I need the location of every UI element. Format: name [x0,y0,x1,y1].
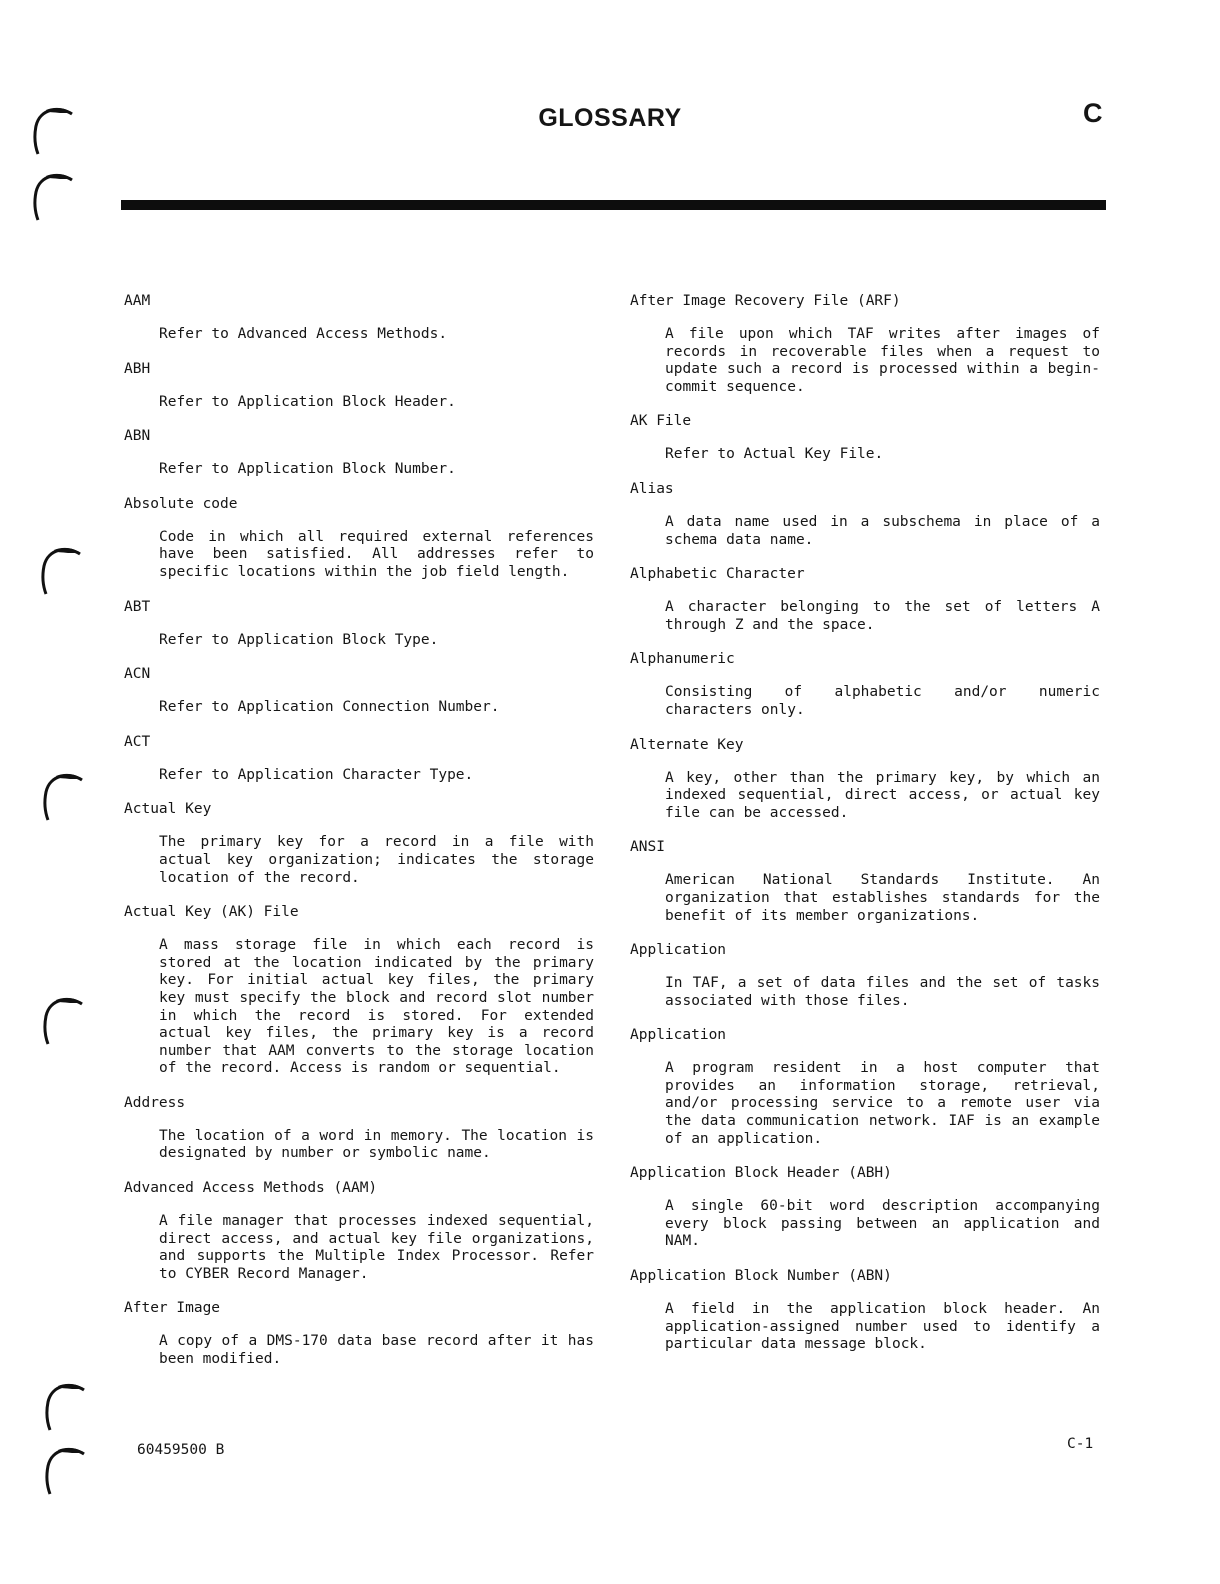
glossary-term: ACN [124,666,151,683]
glossary-entry [630,1164,1100,1251]
glossary-definition: The primary key for a record in a file with actual key organization; indicates the storage location of the record. [159,834,594,886]
glossary-term: Alternate Key [630,736,744,753]
glossary-definition: In TAF, a set of data files and the set of tasks associated with those files. [665,975,1100,1009]
glossary-term: Absolute code [124,495,238,512]
glossary-definition: A field in the application block header. An application-assigned number used to identify a particular data message block. [665,1301,1100,1353]
glossary-definition: Consisting of alphabetic and/or numeric characters only. [665,684,1100,718]
glossary-entry [630,736,1100,823]
glossary-term: Application Block Number (ABN) [630,1268,892,1285]
glossary-term: After Image Recovery File (ARF) [630,293,901,309]
punch-hole-mark [42,1380,86,1432]
glossary-definition: Refer to Actual Key File. [665,446,884,463]
glossary-entry [124,1299,594,1368]
glossary-term: Advanced Access Methods (AAM) [124,1180,378,1197]
glossary-term: ACT [124,733,151,750]
glossary-definition: A character belonging to the set of letters A through Z and the space. [665,599,1100,633]
glossary-term: Alphanumeric [630,651,735,668]
glossary-definition: Refer to Application Block Number. [159,461,456,478]
glossary-entry [124,665,594,717]
glossary-entry [630,412,1100,464]
glossary-entry [630,941,1100,1010]
glossary-definition: A file manager that processes indexed sequential, direct access, and actual key file organizations, and supports the Multiple Index Processor. Refer to CYBER Record Manager. [159,1213,594,1282]
glossary-entry [630,565,1100,634]
punch-hole-mark [30,170,74,222]
glossary-entry [630,1026,1100,1148]
glossary-definition: A program resident in a host computer that provides an information storage, retrieval, and/or processing service to a remote user via the data communication network. IAF is an example of an application. [665,1060,1100,1147]
glossary-entry [124,800,594,887]
glossary-definition: A file upon which TAF writes after images of records in recoverable files when a request to update such a record is processed within a begin-commit sequence. [665,326,1100,395]
glossary-entry [124,360,594,412]
glossary-entry [124,495,594,582]
glossary-definition: Refer to Application Connection Number. [159,699,500,716]
glossary-entry [630,480,1100,549]
glossary-entry [630,292,1100,396]
glossary-entry [630,1267,1100,1354]
glossary-entry [124,733,594,785]
glossary-entry [124,292,594,344]
glossary-entry [124,1179,594,1283]
glossary-definition: Refer to Application Character Type. [159,766,474,783]
glossary-entry [630,650,1100,719]
glossary-entry [124,1094,594,1163]
glossary-definition: American National Standards Institute. An organization that establishes standards for the benefit of its member organizations. [665,872,1100,924]
glossary-definition: Refer to Advanced Access Methods. [159,326,448,342]
glossary-term: Alias [630,480,674,497]
glossary-term: After Image [124,1300,221,1317]
glossary-definition: Refer to Application Block Header. [159,393,456,410]
glossary-definition: A single 60-bit word description accompanying every block passing between an application and NAM. [665,1198,1100,1250]
appendix-letter: C [1083,98,1103,128]
glossary-term: ABT [124,598,151,615]
document-number: 60459500 B [137,1442,225,1458]
glossary-term: Application [630,942,727,959]
punch-hole-mark [38,544,82,596]
punch-hole-mark [40,994,84,1046]
glossary-definition: A copy of a DMS-170 data base record after it has been modified. [159,1333,594,1368]
glossary-term: Alphabetic Character [630,566,805,583]
header-rule [121,200,1106,210]
page-title: GLOSSARY [538,104,682,132]
left-column [124,292,594,1385]
glossary-term: Actual Key [124,801,212,818]
glossary-term: Application Block Header (ABH) [630,1165,892,1182]
glossary-term: ANSI [630,839,665,856]
glossary-term: Address [124,1094,186,1111]
glossary-definition: A mass storage file in which each record is stored at the location indicated by the primary key. For initial actual key files, the primary key must specify the block and record slot number in which the record is stored. For extended actual key files, the primary key is a record number that AAM converts to the storage location of the record. Access is random or sequential. [159,937,594,1077]
punch-hole-mark [40,770,84,822]
glossary-definition: A data name used in a subschema in place of a schema data name. [665,513,1100,548]
right-column [630,292,1100,1370]
glossary-entry [630,838,1100,925]
glossary-term: AK File [630,413,692,430]
glossary-definition: Refer to Application Block Type. [159,631,439,648]
glossary-entry [124,598,594,650]
glossary-term: AAM [124,293,151,309]
glossary-definition: The location of a word in memory. The location is designated by number or symbolic name. [159,1127,594,1162]
glossary-term: ABN [124,428,151,445]
glossary-definition: Code in which all required external references have been satisfied. All addresses refer to specific locations within the job field length. [159,528,594,580]
glossary-entry [124,427,594,479]
page-number: C-1 [1067,1436,1094,1452]
glossary-entry [124,903,594,1078]
glossary-term: Actual Key (AK) File [124,904,299,921]
glossary-term: Application [630,1027,727,1044]
glossary-term: ABH [124,360,151,377]
punch-hole-mark [42,1444,86,1496]
glossary-definition: A key, other than the primary key, by which an indexed sequential, direct access, or actual key file can be accessed. [665,769,1100,821]
